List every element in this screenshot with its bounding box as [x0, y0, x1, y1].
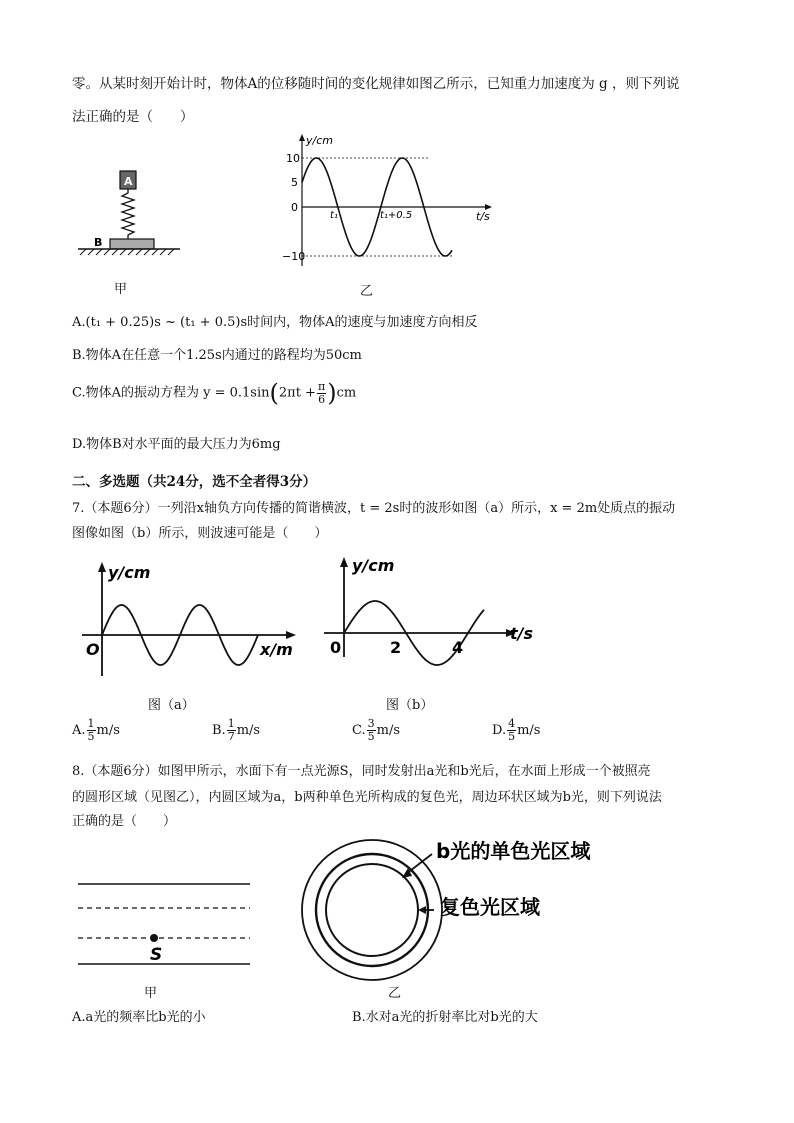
- q6-yi-caption: 乙: [360, 284, 374, 299]
- ytick-0: 0: [291, 201, 298, 214]
- spring: [122, 189, 134, 239]
- section2-title: 二、多选题（共24分，选不全者得3分）: [72, 474, 317, 490]
- q6-fig-jia: [74, 165, 184, 265]
- origin-label: 0: [330, 638, 342, 657]
- block-b: [110, 239, 154, 249]
- arrow-inner-head: [418, 906, 426, 914]
- label-b: B: [94, 236, 103, 249]
- q8-jia-caption: 甲: [144, 986, 158, 1001]
- q8-stem-line2: 的圆形区域（见图乙），内圆区域为a，b两种单色光所构成的复色光，周边环状区域为b光，则下列说法: [72, 790, 662, 805]
- y-arrow: [340, 557, 348, 567]
- q8-yi-caption: 乙: [388, 986, 402, 1001]
- tick-2: 2: [390, 638, 402, 657]
- q6-jia-caption: 甲: [114, 282, 128, 297]
- origin-label: O: [86, 640, 100, 659]
- q7-option-d[interactable]: D. $\frac{4}{5}$ m/s: [492, 717, 541, 743]
- q7-stem-line2: 图像如图（b）所示，则波速可能是（ ）: [72, 526, 328, 541]
- ground-hatch: [80, 249, 174, 255]
- x-arrow: [286, 631, 296, 639]
- y-label: y/cm: [108, 563, 151, 582]
- t1-plus-label: t₁+0.5: [380, 210, 413, 221]
- q8-stem-line1: 8.（本题6分）如图甲所示，水面下有一点光源S，同时发射出a光和b光后，在水面上形成一个被照亮: [72, 764, 651, 779]
- t1-label: t₁: [330, 210, 338, 221]
- y-label: y/cm: [306, 134, 333, 147]
- q6-option-c-post: cm: [336, 385, 357, 401]
- q7-option-b[interactable]: B. $\frac{1}{7}$ m/s: [212, 717, 261, 743]
- y-arrow: [299, 134, 305, 141]
- inner-circle: [326, 864, 418, 956]
- q6-fig-yi: [280, 132, 500, 270]
- light-source-dot: [150, 934, 158, 942]
- q6-option-a[interactable]: A.(t₁ + 0.25)s ~ (t₁ + 0.5)s时间内，物体A的速度与加速度方向相反: [72, 315, 478, 330]
- q7-fig-b-caption: 图（b）: [386, 698, 434, 713]
- t-label: t/s: [476, 210, 490, 223]
- q8-stem-line3: 正确的是（ ）: [72, 814, 177, 829]
- q6-stem-line1: 零。从某时刻开始计时，物体A的位移随时间的变化规律如图乙所示，已知重力加速度为 g ，则下列说: [72, 76, 680, 92]
- q7-option-a[interactable]: A. $\frac{1}{5}$ m/s: [72, 717, 120, 743]
- q6-option-d[interactable]: D.物体B对水平面的最大压力为6mg: [72, 437, 281, 452]
- q7-option-c[interactable]: C. $\frac{3}{5}$ m/s: [352, 717, 401, 743]
- q8-option-a[interactable]: A.a光的频率比b光的小: [72, 1010, 206, 1025]
- ytick-10: 10: [286, 152, 300, 165]
- label-s: S: [150, 945, 163, 965]
- tick-4: 4: [452, 638, 464, 657]
- q7-fig-a-caption: 图（a）: [148, 698, 195, 713]
- q8-option-b[interactable]: B.水对a光的折射率比对b光的大: [352, 1010, 538, 1025]
- y-label: y/cm: [352, 556, 395, 575]
- y-arrow: [98, 562, 106, 572]
- outer-region-label: b光的单色光区域: [436, 839, 591, 863]
- t-label: t/s: [510, 624, 534, 643]
- q7-stem-line1: 7.（本题6分）一列沿x轴负方向传播的简谐横波，t = 2s时的波形如图（a）所示，x = 2m处质点的振动: [72, 501, 676, 516]
- inner-region-label: 复色光区域: [440, 895, 540, 919]
- q7-fig-b: [322, 555, 542, 675]
- ytick-5: 5: [291, 176, 298, 189]
- x-label: x/m: [260, 640, 293, 659]
- label-a: A: [124, 175, 133, 188]
- q8-fig-yi: [300, 836, 620, 984]
- q6-option-c-inner: 2πt +: [278, 385, 316, 401]
- q6-option-b[interactable]: B.物体A在任意一个1.25s内通过的路程均为50cm: [72, 348, 362, 363]
- q6-option-c-frac: $\frac{\pi}{6}$: [317, 379, 326, 406]
- ytick-neg10: −10: [282, 250, 306, 263]
- q6-option-c[interactable]: C.物体A的振动方程为 y = 0.1sin(2πt + $\frac{\pi}{6}$ )cm: [72, 379, 357, 407]
- q6-option-c-pre: C.物体A的振动方程为 y = 0.1sin: [72, 385, 270, 401]
- q8-fig-jia: [74, 870, 254, 970]
- q6-stem-line2: 法正确的是（ ）: [72, 109, 194, 125]
- q7-fig-a: [80, 560, 300, 680]
